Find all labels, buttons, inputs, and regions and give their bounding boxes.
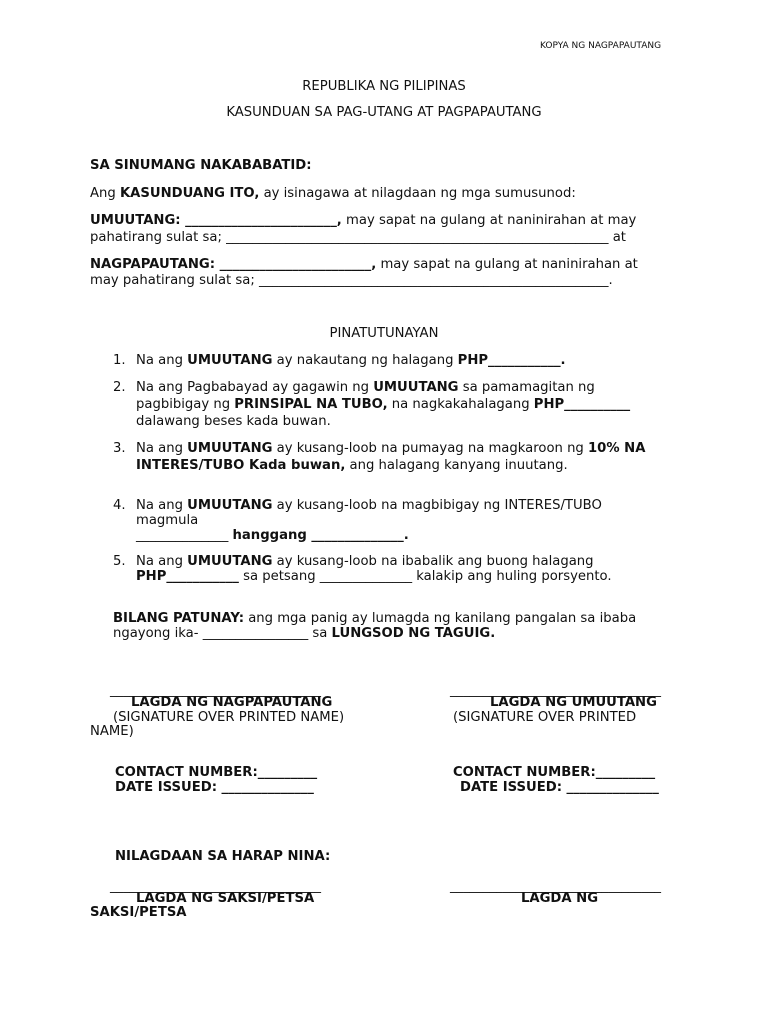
witness-clause-b2: LUNGSOD NG TAGUIG.	[331, 626, 496, 641]
item-2-a: Na ang Pagbabayad ay gagawin ng	[136, 380, 374, 395]
borrower-signature-label: LAGDA NG UMUUTANG	[490, 695, 657, 710]
witness-left-line: ________________________________	[110, 879, 321, 894]
item-5-b2: PHP___________	[136, 569, 239, 584]
item-1-number: 1.	[113, 353, 126, 368]
lender-date-issued: DATE ISSUED: ______________	[115, 780, 314, 795]
borrower-label: UMUUTANG: _______________________,	[90, 213, 342, 228]
item-4-b2: hanggang ______________.	[232, 528, 409, 543]
item-3-line-1	[136, 441, 645, 457]
witness-heading: NILAGDAAN SA HARAP NINA:	[115, 849, 331, 864]
lender-line-1	[90, 257, 638, 273]
borrower-contact-number: CONTACT NUMBER:_________	[453, 765, 656, 780]
item-3-d: ang halagang kanyang inuutang.	[345, 458, 568, 473]
item-2-b3: PHP__________	[533, 397, 631, 412]
witness-clause-line-1	[113, 611, 636, 627]
item-2-e: na nagkakahalagang	[387, 397, 534, 412]
borrower-signature-sub-wrap: NAME)	[90, 724, 134, 739]
document-title: KASUNDUAN SA PAG-UTANG AT PAGPAPAUTANG	[226, 105, 542, 120]
item-2-number: 2.	[113, 380, 126, 395]
item-5-number: 5.	[113, 554, 126, 569]
witness-clause-c: ngayong ika- ________________ sa	[113, 626, 332, 641]
witness-clause-line-2	[113, 626, 495, 642]
item-5-d: sa petsang ______________ kalakip ang huling porsyento.	[238, 569, 612, 584]
intro-paragraph	[90, 186, 576, 202]
item-2-line-1	[136, 380, 595, 396]
item-4-e: ______________	[136, 528, 233, 543]
lender-signature-label: LAGDA NG NAGPAPAUTANG	[131, 695, 333, 710]
lender-signature-sub: (SIGNATURE OVER PRINTED NAME)	[113, 710, 345, 725]
item-5-line-1	[136, 554, 594, 570]
item-3-number: 3.	[113, 441, 126, 456]
lender-line1-rest: may sapat na gulang at naninirahan at	[376, 257, 638, 272]
item-2-c: sa pamamagitan ng	[458, 380, 595, 395]
item-1-b2: PHP___________.	[457, 353, 566, 368]
item-2-b1: UMUUTANG	[373, 380, 459, 395]
item-4-a: Na ang	[136, 498, 188, 513]
item-1-a: Na ang	[136, 353, 188, 368]
item-4-line-1	[136, 498, 602, 514]
witness-clause-b1: BILANG PATUNAY:	[113, 611, 245, 626]
item-1-b1: UMUUTANG	[187, 353, 273, 368]
witness-left-label: LAGDA NG SAKSI/PETSA	[136, 891, 315, 906]
intro-rest: ay isinagawa at nilagdaan ng mga sumusunod:	[259, 186, 576, 201]
item-2-b2: PRINSIPAL NA TUBO,	[234, 397, 388, 412]
lender-line-2: may pahatirang sulat sa; _____________________________________________________.	[90, 273, 613, 288]
intro-kasunduan: KASUNDUANG ITO,	[119, 186, 260, 201]
lender-contact-number: CONTACT NUMBER:_________	[115, 765, 318, 780]
borrower-signature-sub: (SIGNATURE OVER PRINTED	[453, 710, 637, 725]
item-3-b2: 10% NA	[588, 441, 646, 456]
copy-label: KOPYA NG NAGPAPAUTANG	[540, 41, 662, 51]
item-4-c: ay kusang-loob na magbibigay ng INTERES/TUBO	[272, 498, 602, 513]
item-4-b1: UMUUTANG	[187, 498, 273, 513]
salutation: SA SINUMANG NAKABABATID:	[90, 158, 312, 173]
item-4-line-3	[136, 528, 409, 544]
item-4-number: 4.	[113, 498, 126, 513]
item-2-d: pagbibigay ng	[136, 397, 235, 412]
item-3-b3: INTERES/TUBO Kada buwan,	[136, 458, 346, 473]
witness-right-line: ________________________________	[450, 879, 661, 894]
item-5-a: Na ang	[136, 554, 188, 569]
item-3-line-2	[136, 458, 568, 474]
borrower-line1-rest: may sapat na gulang at naninirahan at may	[341, 213, 637, 228]
borrower-line-1	[90, 213, 636, 229]
item-5-line-2	[136, 569, 612, 585]
item-3-b1: UMUUTANG	[187, 441, 273, 456]
item-5-b1: UMUUTANG	[187, 554, 273, 569]
item-1-text	[136, 353, 566, 369]
intro-ang: Ang	[90, 186, 120, 201]
item-5-c: ay kusang-loob na ibabalik ang buong halagang	[272, 554, 594, 569]
republic-heading: REPUBLIKA NG PILIPINAS	[302, 79, 466, 94]
item-3-a: Na ang	[136, 441, 188, 456]
witness-clause-a: ang mga panig ay lumagda ng kanilang pangalan sa ibaba	[244, 611, 637, 626]
borrower-date-issued: DATE ISSUED: ______________	[460, 780, 659, 795]
witness-right-label: LAGDA NG	[521, 891, 599, 906]
lender-signature-line: ________________________________	[110, 683, 321, 698]
witness-right-label-wrap: SAKSI/PETSA	[90, 905, 187, 920]
item-2-line-3: dalawang beses kada buwan.	[136, 414, 331, 429]
borrower-signature-line: ________________________________	[450, 683, 661, 698]
lender-label: NAGPAPAUTANG: _______________________,	[90, 257, 377, 272]
item-1-c: ay nakautang ng halagang	[272, 353, 458, 368]
item-3-c: ay kusang-loob na pumayag na magkaroon ng	[272, 441, 588, 456]
section-title: PINATUTUNAYAN	[329, 326, 439, 341]
item-2-line-2	[136, 397, 630, 413]
item-4-line-2: magmula	[136, 513, 199, 528]
borrower-line-2: pahatirang sulat sa; __________________________________________________________ at	[90, 230, 626, 245]
